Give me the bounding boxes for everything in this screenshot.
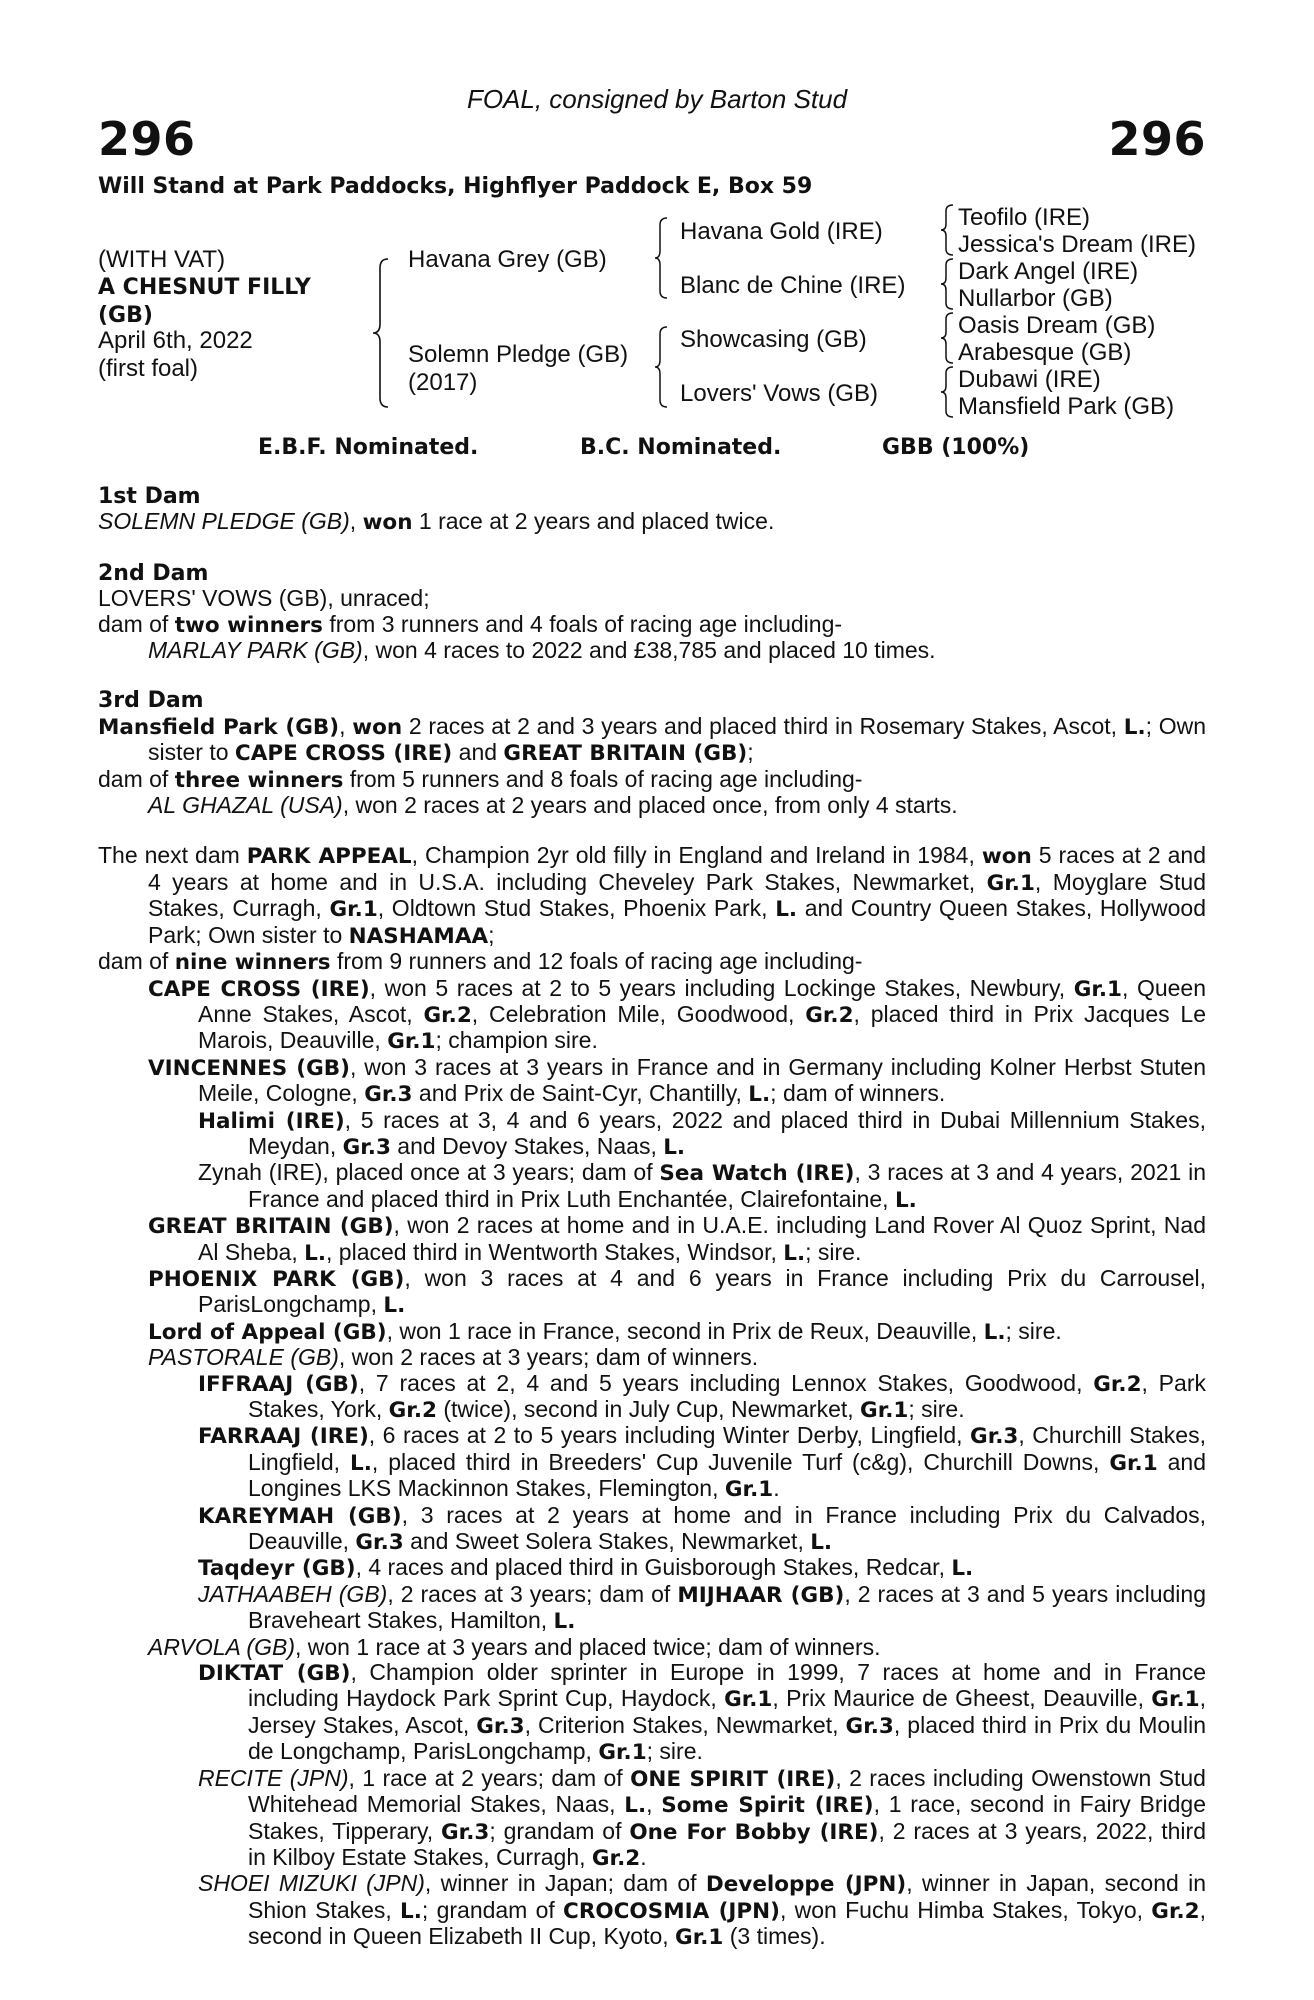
bold-text: Gr.1 [860, 1398, 909, 1423]
italic-text: JATHAABEH (GB) [198, 1580, 388, 1607]
bold-text: won [362, 510, 413, 536]
text-run: , won 2 races at 2 years and placed once, from only 4 starts. [342, 792, 958, 819]
text-run: , 5 races at 3, 4 and 6 years, 2022 and placed third in Dubai Millennium Stakes, Meydan, [248, 1106, 1206, 1159]
text-run: and Longines LKS Mackinnon Stakes, Flemington, [248, 1448, 1206, 1502]
text-run: , 3 races at 3 and 4 years, 2021 in France and placed third in Prix Luth Enchantée, Clairefontaine, [248, 1159, 1206, 1212]
text-run: from 3 runners and 4 foals of racing age including- [322, 610, 843, 637]
record-entry [98, 843, 1206, 949]
text-run: , second in Queen Elizabeth II Cup, Kyoto, [248, 1896, 1206, 1950]
text-run: , 1 race at 2 years; dam of [348, 1764, 631, 1791]
section-gap [98, 818, 1206, 843]
text-run: (twice), second in July Cup, Newmarket, [436, 1396, 861, 1422]
bold-text: Gr.2 [805, 1002, 854, 1028]
text-run: , winner in Japan, second in Shion Stakes, [248, 1870, 1207, 1923]
text-run: , Park Stakes, York, [248, 1369, 1206, 1422]
bold-text: Gr.3 [364, 1082, 413, 1108]
bold-text: Gr.1 [1109, 1450, 1158, 1476]
record-entry [98, 1108, 1206, 1161]
bold-text: Developpe (JPN) [705, 1872, 907, 1898]
pedigree-brace-dam [654, 326, 668, 408]
record-entry [98, 1555, 1206, 1581]
bold-text: L. [951, 1556, 974, 1582]
bold-text: IFFRAAJ (GB) [198, 1371, 359, 1397]
bold-text: Gr.3 [970, 1424, 1019, 1450]
italic-text: ARVOLA (GB) [148, 1633, 295, 1660]
pedigree-brace-g3-2 [940, 258, 954, 310]
text-run: ; [747, 739, 754, 766]
bold-text: L. [663, 1134, 686, 1160]
text-run: 1 race at 2 years and placed twice. [412, 508, 775, 535]
text-run: , won 3 races at 3 years in France and in Germany including Kolner Herbst Stuten Meile, Cologne, [198, 1053, 1206, 1107]
text-run: , won 2 races at home and in U.A.E. including Land Rover Al Quoz Sprint, Nad Al Sheba, [198, 1212, 1206, 1265]
record-entry [98, 1345, 1206, 1370]
bold-text: Some Spirit (IRE) [661, 1793, 874, 1819]
bold-text: Gr.2 [1151, 1898, 1200, 1924]
bold-text: KAREYMAH (GB) [198, 1503, 402, 1529]
bold-text: Gr.3 [441, 1819, 490, 1845]
bold-text: Halimi (IRE) [198, 1108, 345, 1134]
text-run: The next dam [98, 842, 247, 869]
text-run: , 2 races at 3 years, 2022, third in Kilboy Estate Stakes, Curragh, [248, 1817, 1206, 1870]
text-run: ; Own sister to [148, 712, 1207, 766]
stabling-location: Will Stand at Park Paddocks, Highflyer Paddock E, Box 59 [98, 174, 813, 199]
record-entry [98, 976, 1206, 1055]
bold-text: Sea Watch (IRE) [659, 1161, 855, 1187]
text-run: ; grandam of [489, 1817, 630, 1844]
bold-text: nine winners [174, 950, 331, 976]
text-run: , Jersey Stakes, Ascot, [248, 1685, 1206, 1738]
record-entry [98, 638, 1206, 663]
bold-text: L. [383, 1293, 406, 1319]
text-run: dam of [98, 948, 175, 975]
bold-text: Gr.1 [675, 1925, 724, 1951]
text-run: ; [488, 921, 495, 948]
bold-text: L. [624, 1793, 647, 1819]
text-run: (3 times). [723, 1923, 826, 1950]
pedigree-sire: Havana Grey (GB) [408, 246, 607, 273]
text-run: , Champion older sprinter in Europe in 1999, 7 races at home and in France including Haydock Park Sprint Cup, Haydock, [248, 1659, 1206, 1712]
section-heading: 2nd Dam [98, 560, 209, 586]
gbb-status: GBB (100%) [882, 435, 1030, 460]
text-run: , Moyglare Stud Stakes, Curragh, [148, 868, 1206, 922]
bold-text: CAPE CROSS (IRE) [234, 741, 453, 767]
bold-text: L. [775, 897, 798, 923]
text-run: , Champion 2yr old filly in England and Ireland in 1984, [411, 842, 982, 869]
text-run: , [646, 1791, 662, 1818]
bold-text: Gr.1 [387, 1029, 436, 1055]
pedigree-brace-g3-3 [940, 312, 954, 364]
bold-text: CROCOSMIA (JPN) [563, 1898, 780, 1924]
text-run: , won 1 race at 3 years and placed twice; dam of winners. [294, 1633, 881, 1660]
record-entry [98, 1055, 1206, 1108]
text-run: , won 1 race in France, second in Prix de Reux, Deauville, [386, 1317, 984, 1344]
bold-text: CAPE CROSS (IRE) [148, 976, 370, 1002]
bold-text: L. [748, 1082, 771, 1108]
record-entry [98, 1266, 1206, 1319]
bold-text: FARRAAJ (IRE) [198, 1424, 369, 1450]
text-run: , Prix Maurice de Gheest, Deauville, [772, 1685, 1152, 1712]
pedigree-g3-7: Dubawi (IRE) [958, 366, 1101, 393]
text-run: ; sire. [1005, 1317, 1062, 1344]
italic-text: MARLAY PARK (GB) [148, 637, 363, 664]
text-run: and Devoy Stakes, Naas, [390, 1132, 664, 1159]
record-entry [98, 586, 1206, 611]
pedigree-g3-2: Jessica's Dream (IRE) [958, 231, 1196, 258]
record-entry [98, 1423, 1206, 1502]
pedigree-brace-main [372, 258, 390, 408]
record-entry [98, 1213, 1206, 1266]
subject-name-line2: (GB) [98, 303, 153, 328]
text-run: ; champion sire. [435, 1027, 598, 1054]
ebf-nomination: E.B.F. Nominated. [258, 435, 479, 460]
bold-text: Gr.1 [1151, 1687, 1200, 1713]
bold-text: Gr.1 [986, 870, 1035, 896]
subject-dob: April 6th, 2022 [98, 327, 253, 354]
bold-text: L. [553, 1609, 576, 1635]
bold-text: L. [304, 1240, 327, 1266]
bold-text: Gr.3 [342, 1134, 391, 1160]
pedigree-g3-1: Teofilo (IRE) [958, 204, 1091, 231]
text-run: , placed third in Prix du Moulin de Longchamp, ParisLongchamp, [248, 1711, 1206, 1765]
text-run: Zynah (IRE), placed once at 3 years; dam of [198, 1159, 660, 1186]
text-run: , 2 races including Owenstown Stud Whitehead Memorial Stakes, Naas, [248, 1764, 1206, 1818]
text-run: , 2 races at 3 years; dam of [387, 1580, 678, 1607]
text-run: , placed third in Prix Jacques Le Marois, Deauville, [198, 1000, 1207, 1054]
text-run: ; dam of winners. [770, 1080, 946, 1107]
italic-text: AL GHAZAL (USA) [148, 792, 343, 819]
record-entry [98, 1582, 1206, 1635]
text-run: , placed third in Breeders' Cup Juvenile Turf (c&g), Churchill Downs, [371, 1448, 1110, 1475]
text-run: from 5 runners and 8 foals of racing age including- [343, 765, 863, 792]
bold-text: L. [350, 1450, 372, 1476]
text-run: , won 5 races at 2 to 5 years including Lockinge Stakes, Newbury, [369, 974, 1074, 1001]
bold-text: Gr.1 [724, 1477, 774, 1503]
bold-text: Gr.3 [355, 1530, 404, 1556]
text-run: , [339, 712, 353, 739]
italic-text: PASTORALE (GB) [148, 1344, 339, 1371]
bold-text: Gr.2 [388, 1398, 437, 1423]
text-run: , won 4 races to 2022 and £38,785 and placed 10 times. [362, 637, 936, 664]
record-entry [98, 1503, 1206, 1556]
text-run: . [640, 1843, 647, 1870]
bold-text: Mansfield Park (GB) [98, 714, 340, 740]
text-run: . [773, 1475, 780, 1502]
italic-text: SHOEI MIZUKI (JPN) [198, 1870, 425, 1897]
record-entry [98, 1660, 1206, 1766]
bold-text: Lord of Appeal (GB) [148, 1319, 387, 1345]
record-entry [98, 949, 1206, 975]
text-run: , Oldtown Stud Stakes, Phoenix Park, [377, 895, 776, 922]
text-run: , won Fuchu Himba Stakes, Tokyo, [780, 1896, 1152, 1923]
section-gap [98, 663, 1206, 688]
pedigree-dam-dam: Lovers' Vows (GB) [680, 380, 878, 407]
bold-text: won [352, 714, 403, 740]
bold-text: won [981, 844, 1032, 870]
text-run: , winner in Japan; dam of [424, 1870, 706, 1897]
bold-text: NASHAMAA [348, 923, 489, 949]
pedigree-brace-g3-4 [940, 366, 954, 418]
text-run: , won 2 races at 3 years; dam of winners. [338, 1344, 759, 1371]
section-gap [98, 536, 1206, 561]
text-run: ; sire. [908, 1396, 965, 1422]
pedigree-sire-dam: Blanc de Chine (IRE) [680, 272, 906, 299]
text-run: , 7 races at 2, 4 and 5 years including Lennox Stakes, Goodwood, [358, 1369, 1094, 1396]
text-run: , Churchill Stakes, Lingfield, [248, 1422, 1206, 1475]
bold-text: GREAT BRITAIN (GB) [503, 741, 748, 767]
bold-text: L. [783, 1240, 806, 1266]
record-entry [98, 612, 1206, 638]
text-run: and Sweet Solera Stakes, Newmarket, [403, 1528, 811, 1555]
text-run: , placed third in Wentworth Stakes, Windsor, [326, 1238, 784, 1265]
pedigree-dam-sire: Showcasing (GB) [680, 326, 867, 353]
bold-text: Gr.1 [1073, 976, 1122, 1002]
bold-text: L. [400, 1898, 422, 1924]
record-entry [98, 767, 1206, 793]
pedigree-g3-8: Mansfield Park (GB) [958, 393, 1175, 420]
bold-text: Gr.2 [1093, 1371, 1142, 1397]
record-entry [98, 1635, 1206, 1660]
bold-text: ONE SPIRIT (IRE) [630, 1766, 836, 1792]
text-run: , 4 races and placed third in Guisborough Stakes, Redcar, [355, 1554, 952, 1581]
bold-text: L. [1123, 714, 1146, 740]
text-run: , Queen Anne Stakes, Ascot, [198, 974, 1207, 1027]
text-run: , 6 races at 2 to 5 years including Winter Derby, Lingfield, [368, 1422, 971, 1449]
lot-number-left: 296 [98, 112, 196, 166]
text-run: ; sire. [646, 1738, 703, 1765]
bold-text: VINCENNES (GB) [148, 1055, 350, 1081]
record-entry [98, 1160, 1206, 1213]
text-run: ; grandam of [421, 1896, 564, 1923]
vat-note: (WITH VAT) [98, 246, 226, 273]
section-heading: 1st Dam [98, 484, 201, 509]
record-entry [98, 1766, 1206, 1872]
text-run: ; sire. [805, 1238, 862, 1265]
text-run: , [349, 508, 363, 535]
text-run: , 3 races at 2 years at home and in France including Prix du Calvados, Deauville, [248, 1501, 1207, 1555]
pedigree-dam: Solemn Pledge (GB) [408, 341, 629, 368]
bold-text: Gr.1 [724, 1687, 773, 1713]
section-heading: 3rd Dam [98, 688, 204, 714]
italic-text: SOLEMN PLEDGE (GB) [98, 508, 350, 535]
record-entry [98, 1871, 1206, 1950]
subject-name-line1: A CHESNUT FILLY [98, 275, 311, 300]
bold-text: GREAT BRITAIN (GB) [148, 1214, 394, 1240]
pedigree-g3-6: Arabesque (GB) [958, 339, 1132, 366]
bold-text: One For Bobby (IRE) [629, 1819, 879, 1845]
bold-text: DIKTAT (GB) [198, 1661, 351, 1687]
bold-text: PARK APPEAL [246, 844, 412, 870]
record-entry [98, 714, 1206, 767]
produce-record [98, 484, 1206, 1951]
subject-foal-note: (first foal) [98, 355, 199, 382]
text-run: and Prix de Saint-Cyr, Chantilly, [412, 1080, 749, 1107]
pedigree-g3-3: Dark Angel (IRE) [958, 258, 1139, 285]
record-entry [98, 793, 1206, 818]
pedigree-sire-sire: Havana Gold (IRE) [680, 218, 883, 245]
bold-text: Gr.3 [476, 1713, 525, 1739]
text-run: dam of [98, 765, 175, 792]
text-run: , won 3 races at 4 and 6 years in France including Prix du Carrousel, ParisLongchamp, [198, 1264, 1206, 1318]
record-entry [98, 1371, 1206, 1424]
pedigree-brace-sire [654, 217, 668, 299]
text-run: and [452, 739, 504, 766]
text-run: , Celebration Mile, Goodwood, [471, 1000, 806, 1027]
text-run: and Country Queen Stakes, Hollywood Park; Own sister to [148, 895, 1207, 948]
pedigree-dam-year: (2017) [408, 369, 478, 396]
consignor-line: FOAL, consigned by Barton Stud [466, 84, 848, 114]
text-run: LOVERS' VOWS (GB), unraced; [98, 585, 430, 612]
pedigree-g3-4: Nullarbor (GB) [958, 285, 1113, 312]
bold-text: Gr.2 [423, 1002, 472, 1028]
record-entry [98, 509, 1206, 535]
text-run: from 9 runners and 12 foals of racing age including- [330, 948, 863, 975]
pedigree-brace-g3-1 [940, 204, 954, 256]
text-run: 5 races at 2 and 4 years at home and in U.S.A. including Cheveley Park Stakes, Newmarket, [148, 842, 1206, 895]
bold-text: L. [983, 1319, 1006, 1345]
bold-text: Gr.2 [591, 1845, 641, 1871]
bold-text: PHOENIX PARK (GB) [148, 1266, 405, 1292]
text-run: , 1 race, second in Fairy Bridge Stakes, Tipperary, [248, 1791, 1206, 1844]
text-run: 2 races at 2 and 3 years and placed third in Rosemary Stakes, Ascot, [402, 712, 1124, 739]
lot-number-right: 296 [1108, 112, 1206, 166]
bold-text: three winners [174, 767, 344, 793]
text-run: , 2 races at 3 and 5 years including Braveheart Stakes, Hamilton, [248, 1580, 1206, 1634]
bc-nomination: B.C. Nominated. [580, 435, 782, 460]
italic-text: RECITE (JPN) [198, 1764, 349, 1791]
bold-text: Gr.1 [598, 1740, 647, 1766]
bold-text: Gr.1 [329, 897, 378, 923]
bold-text: Gr.3 [845, 1713, 894, 1739]
bold-text: L. [894, 1187, 917, 1213]
bold-text: Taqdeyr (GB) [198, 1556, 356, 1582]
text-run: dam of [98, 610, 175, 637]
bold-text: two winners [174, 612, 323, 638]
pedigree-g3-5: Oasis Dream (GB) [958, 312, 1156, 339]
bold-text: L. [810, 1530, 833, 1556]
text-run: , Criterion Stakes, Newmarket, [524, 1711, 846, 1738]
bold-text: MIJHAAR (GB) [677, 1582, 845, 1608]
record-entry [98, 1319, 1206, 1345]
